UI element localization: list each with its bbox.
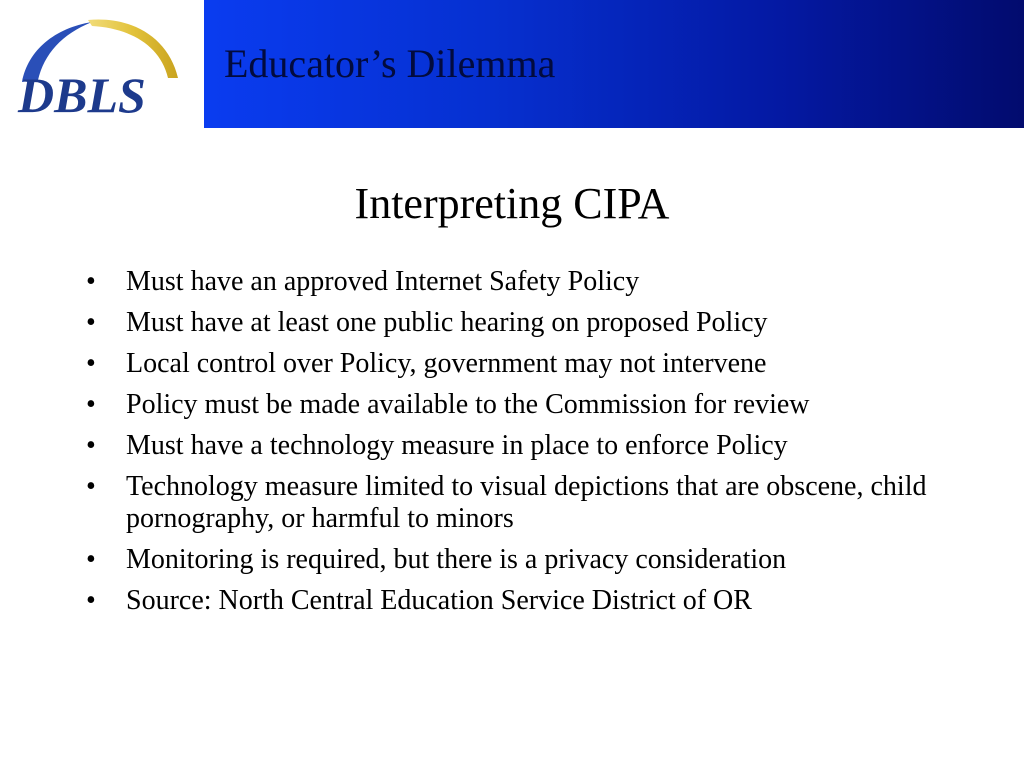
bullet-text: Technology measure limited to visual depictions that are obscene, child pornography, or harmful to minors bbox=[126, 471, 927, 534]
bullet-item bbox=[84, 544, 964, 576]
slide-title: Interpreting CIPA bbox=[354, 179, 670, 228]
bullet-item bbox=[84, 389, 964, 421]
bullet-icon: • bbox=[86, 389, 96, 420]
bullet-icon: • bbox=[86, 585, 96, 616]
bullet-icon: • bbox=[86, 544, 96, 575]
logo-text: DBLS bbox=[18, 67, 146, 123]
bullet-text: Monitoring is required, but there is a privacy consideration bbox=[126, 544, 787, 575]
dbls-logo-icon bbox=[0, 0, 204, 128]
bullet-text: Policy must be made available to the Commission for review bbox=[126, 389, 810, 420]
bullet-item bbox=[84, 348, 964, 380]
bullet-item bbox=[84, 430, 964, 462]
bullet-text: Must have at least one public hearing on proposed Policy bbox=[126, 307, 768, 338]
bullet-item bbox=[84, 266, 964, 298]
bullet-item bbox=[84, 307, 964, 339]
bullet-text: Must have an approved Internet Safety Policy bbox=[126, 266, 640, 297]
header-band bbox=[204, 0, 1024, 128]
bullet-text: Source: North Central Education Service District of OR bbox=[126, 585, 752, 616]
bullet-icon: • bbox=[86, 348, 96, 379]
bullet-icon: • bbox=[86, 471, 96, 502]
bullet-item bbox=[84, 471, 964, 535]
bullet-text: Local control over Policy, government may not intervene bbox=[126, 348, 767, 379]
bullet-icon: • bbox=[86, 307, 96, 338]
header-title: Educator’s Dilemma bbox=[224, 41, 556, 86]
bullet-icon: • bbox=[86, 266, 96, 297]
bullet-text: Must have a technology measure in place to enforce Policy bbox=[126, 430, 788, 461]
bullet-icon: • bbox=[86, 430, 96, 461]
bullet-list bbox=[84, 266, 964, 626]
logo bbox=[0, 0, 204, 128]
bullet-item bbox=[84, 585, 964, 617]
